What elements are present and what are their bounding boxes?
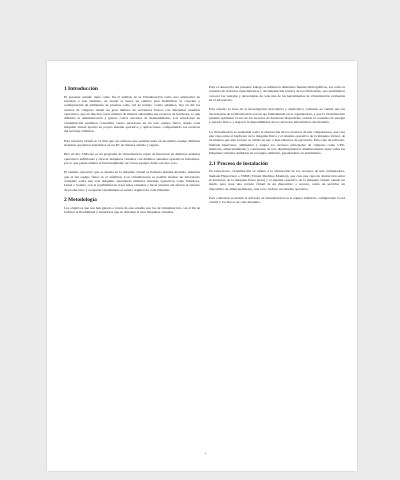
paragraph: Los objetivos que nos han guiado a través de este estudio son los de virtualización, con el fin de facilitar la flexibilidad y beneficios que se obtienen al usar máquinas virtuales. [64, 205, 200, 214]
heading-methodology: 2 Metodología [64, 197, 97, 204]
page-marker [205, 453, 206, 454]
paragraph: La virtualización es entendida como la abstracción de los recursos de una computadora, que crea una capa entre el hardware de la máquina física y el sistema operativo de la máquina virtual, de tal manera que este recurso se divide en uno o más entornos de ejecución. Esta capa de software, llamada hipervisor, administra y asigna los recursos principales de cómputo como CPU, memoria, almacenamiento y conexiones de red, distribuyéndolos dinámicamente entre todas las máquinas virtuales definidas en el equipo anfitrión, garantizando su aislamiento. [209, 129, 345, 156]
paragraph: Para el desarrollo del presente trabajo se utilizaron diferentes fuentes bibliográficas, así como la consulta de artículos especializados y documentación técnica de los fabricantes, que permitieron conocer las ventajas y desventajas de cada una de las herramientas de virtualización evaluadas en el laboratorio. [209, 85, 345, 103]
paragraph: Hoy en día, VMware es un programa de virtualización capaz de funcionar en distintos sistemas operativos anfitriones y ofrecer máquinas virtuales con distintos sistemas operativos instalados, por lo que puede emular el funcionamiento de varios equipos dentro de uno solo. [64, 152, 200, 165]
paragraph: El sistema operativo que se instala en la máquina virtual es llamado sistema invitado, mientras que el del equipo físico es el anfitrión. Con virtualización es posible montar un laboratorio completo sobre una sola máquina, ejecutando distintos sistemas operativos como Windows, Linux o Solaris, con la posibilidad de crear redes virtuales y hacer pruebas sin afectar el entorno de producción, y recuperar rápidamente el estado original de cada máquina. [64, 170, 200, 192]
document-page [47, 61, 357, 471]
paragraph: Este estudio se basa en la investigación descriptiva y explicativa, tomando en cuenta que las Tecnologías de la Información son un eje fundamental en la organización, y que la virtualización permite optimizar el uso de los recursos de hardware disponibles, reducir el consumo de energía y espacio físico, y mejorar la disponibilidad de los servicios informáticos del Instituto. [209, 107, 345, 125]
paragraph: El presente estudio tiene como fin el análisis de la Virtualización como una alternativa de solución a este Instituto, en donde se busca un cambio para flexibilizar la creación y configuración de ambientes de pruebas como red de trabajo. Como sabemos, hoy en día los centros de cómputo tienen un gran número de servidores físicos con diferentes sistemas operativos, que en muchos casos utilizan de manera subóptima sus recursos de hardware, lo que dificulta la administración y genera costos elevados de mantenimiento. Las soluciones de virtualización permiten consolidar varios servidores en un solo equipo físico, donde cada máquina virtual ejecuta su propio sistema operativo y aplicaciones, compartiendo los recursos del servidor anfitrión. [64, 94, 200, 134]
right-column [209, 85, 345, 205]
heading-introduction: 1 Introducción [64, 86, 98, 92]
paragraph: En laboratorio, virtualización se refiere a la abstracción de los recursos de una computadora, llamada Hypervisor o VMM (Virtual Machine Monitor), que crea una capa de abstracción entre el hardware de la máquina física (host) y el sistema operativo de la máquina virtual, siendo un medio para crear una versión virtual de un dispositivo o recurso, como un servidor, un dispositivo de almacenamiento, una red o incluso un sistema operativo. [209, 169, 345, 191]
paragraph: Para comenzar se instaló el software de virtualización en el equipo anfitrión, configurando la red virtual y los discos de cada máquina. [209, 196, 345, 205]
heading-installation: 2.1 Proceso de instalación [209, 160, 268, 167]
left-column [64, 86, 200, 214]
paragraph: Esta solución virtual se ve más que un software que permite tener en un mismo equipo distintos sistemas operativos instalados en un PC de manera aislada y segura. [64, 138, 200, 147]
